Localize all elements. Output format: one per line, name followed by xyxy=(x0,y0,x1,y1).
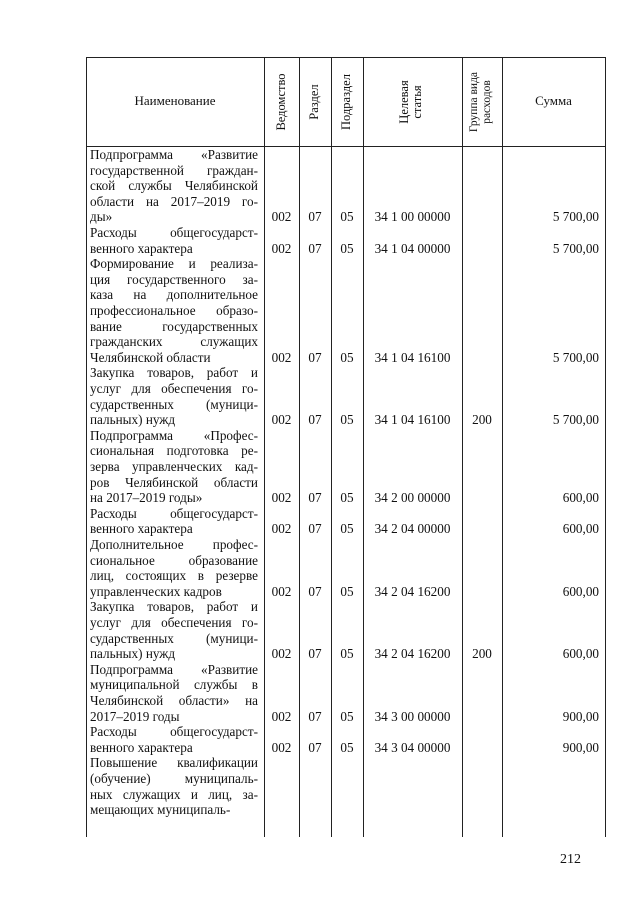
row-subsection: 05 xyxy=(340,240,354,256)
header-subsection: Подраздел xyxy=(339,74,353,130)
row-section: 07 xyxy=(308,521,322,537)
row-name-line: услуг для обеспечения го- xyxy=(90,615,258,630)
row-target-article: 34 1 00 00000 xyxy=(374,209,451,225)
row-department: 002 xyxy=(271,646,292,662)
row-name-line: профессиональное образо- xyxy=(90,303,258,318)
row-section: 07 xyxy=(308,583,322,599)
row-sum: 5 700,00 xyxy=(552,240,599,256)
row-section: 07 xyxy=(308,490,322,506)
row-sum: 600,00 xyxy=(562,490,599,506)
row-name-line: Расходы общегосударст- xyxy=(90,505,258,521)
row-name-line: (обучение) муниципаль- xyxy=(90,771,258,786)
row-name-line: Подпрограмма «Развитие xyxy=(90,147,258,162)
row-name-line: венного характера xyxy=(90,240,193,256)
row-name-line: Формирование и реализа- xyxy=(90,256,258,272)
row-name-line: Закупка товаров, работ и xyxy=(90,365,258,381)
row-target-article: 34 1 04 16100 xyxy=(374,412,451,428)
row-subsection: 05 xyxy=(340,490,354,506)
row-name-line: сударственных (муници- xyxy=(90,396,258,412)
row-target-article: 34 2 00 00000 xyxy=(374,490,451,506)
row-name-line: Повышение квалификации xyxy=(90,755,258,771)
row-sum: 5 700,00 xyxy=(552,349,599,365)
row-name-line: сиональная подготовка ре- xyxy=(90,443,258,459)
row-sum: 5 700,00 xyxy=(552,412,599,428)
row-department: 002 xyxy=(271,490,292,506)
row-name-line: сударственных (муници- xyxy=(90,630,258,646)
row-name-line: пальных) нужд xyxy=(90,646,176,662)
header-name: Наименование xyxy=(134,93,216,108)
row-sum: 900,00 xyxy=(562,708,599,724)
row-department: 002 xyxy=(271,240,292,256)
row-name-line: области на 2017–2019 го- xyxy=(90,193,258,209)
row-name-line: ды» xyxy=(90,209,113,225)
row-sum: 600,00 xyxy=(562,583,599,599)
column-divider xyxy=(462,57,463,837)
row-name-line: пальных) нужд xyxy=(90,412,176,428)
row-sum: 5 700,00 xyxy=(552,209,599,225)
page-number: 212 xyxy=(560,852,581,867)
row-subsection: 05 xyxy=(340,209,354,225)
row-name-line: Расходы общегосударст- xyxy=(90,724,258,740)
row-subsection: 05 xyxy=(340,708,354,724)
row-target-article: 34 2 04 00000 xyxy=(374,521,451,537)
row-sum: 600,00 xyxy=(562,646,599,662)
row-name-line: Дополнительное профес- xyxy=(90,537,258,552)
row-name-line: зерва управленческих кад- xyxy=(90,459,258,474)
row-target-article: 34 3 00 00000 xyxy=(374,708,451,724)
row-name-line: Закупка товаров, работ и xyxy=(90,599,258,615)
row-name-line: каза на дополнительное xyxy=(90,287,258,303)
row-name-line: лиц, состоящих в резерве xyxy=(90,568,258,584)
row-name-line: муниципальной службы в xyxy=(90,677,258,693)
row-section: 07 xyxy=(308,209,322,225)
row-name-line: государственной граждан- xyxy=(90,162,258,178)
row-section: 07 xyxy=(308,708,322,724)
header-department: Ведомство xyxy=(274,73,288,131)
row-department: 002 xyxy=(271,349,292,365)
row-name-line: Подпрограмма «Профес- xyxy=(90,427,258,443)
row-subsection: 05 xyxy=(340,349,354,365)
row-name-line: Расходы общегосударст- xyxy=(90,225,258,240)
row-subsection: 05 xyxy=(340,583,354,599)
header-target-line2: статья xyxy=(410,85,424,119)
table-left-border xyxy=(86,57,87,837)
row-department: 002 xyxy=(271,521,292,537)
row-target-article: 34 2 04 16200 xyxy=(374,583,451,599)
header-expense-line1: Группа вида xyxy=(468,71,480,133)
header-expense-group xyxy=(468,52,496,152)
row-target-article: 34 1 04 00000 xyxy=(374,240,451,256)
row-name-line: вание государственных xyxy=(90,318,258,334)
row-name-line: управленческих кадров xyxy=(90,583,222,599)
row-subsection: 05 xyxy=(340,412,354,428)
row-department: 002 xyxy=(271,209,292,225)
row-section: 07 xyxy=(308,349,322,365)
header-target-line1: Целевая xyxy=(397,80,411,124)
row-section: 07 xyxy=(308,646,322,662)
row-department: 002 xyxy=(271,583,292,599)
row-expense-group: 200 xyxy=(472,646,492,662)
row-expense-group: 200 xyxy=(472,412,492,428)
row-name-line: ных служащих и лиц, за- xyxy=(90,786,258,802)
row-sum: 900,00 xyxy=(562,739,599,755)
row-sum: 600,00 xyxy=(562,521,599,537)
row-name-line: ской службы Челябинской xyxy=(90,178,258,194)
header-target-article xyxy=(398,52,426,152)
row-name-line: ция государственного за- xyxy=(90,271,258,287)
row-section: 07 xyxy=(308,240,322,256)
row-target-article: 34 1 04 16100 xyxy=(374,349,451,365)
row-subsection: 05 xyxy=(340,646,354,662)
row-name-line: 2017–2019 годы xyxy=(90,708,180,724)
row-name-line: ров Челябинской области xyxy=(90,474,258,490)
header-expense-line2: расходов xyxy=(480,80,493,124)
row-department: 002 xyxy=(271,739,292,755)
row-name-line: венного характера xyxy=(90,521,193,537)
header-section: Раздел xyxy=(307,84,321,120)
row-section: 07 xyxy=(308,739,322,755)
row-name-line: Челябинской области xyxy=(90,349,211,365)
row-name-line: гражданских служащих xyxy=(90,334,258,350)
header-sum: Сумма xyxy=(535,93,572,108)
row-name-line: мещающих муниципаль- xyxy=(90,802,231,818)
row-target-article: 34 3 04 00000 xyxy=(374,739,451,755)
row-subsection: 05 xyxy=(340,521,354,537)
row-department: 002 xyxy=(271,412,292,428)
row-target-article: 34 2 04 16200 xyxy=(374,646,451,662)
row-name-line: на 2017–2019 годы» xyxy=(90,490,203,506)
row-name-line: сиональное образование xyxy=(90,552,258,568)
row-subsection: 05 xyxy=(340,739,354,755)
row-name-line: услуг для обеспечения го- xyxy=(90,381,258,396)
row-department: 002 xyxy=(271,708,292,724)
table-right-border xyxy=(605,57,606,837)
row-section: 07 xyxy=(308,412,322,428)
row-name-line: венного характера xyxy=(90,739,193,755)
row-name-line: Подпрограмма «Развитие xyxy=(90,661,258,677)
row-name-line: Челябинской области» на xyxy=(90,693,258,708)
